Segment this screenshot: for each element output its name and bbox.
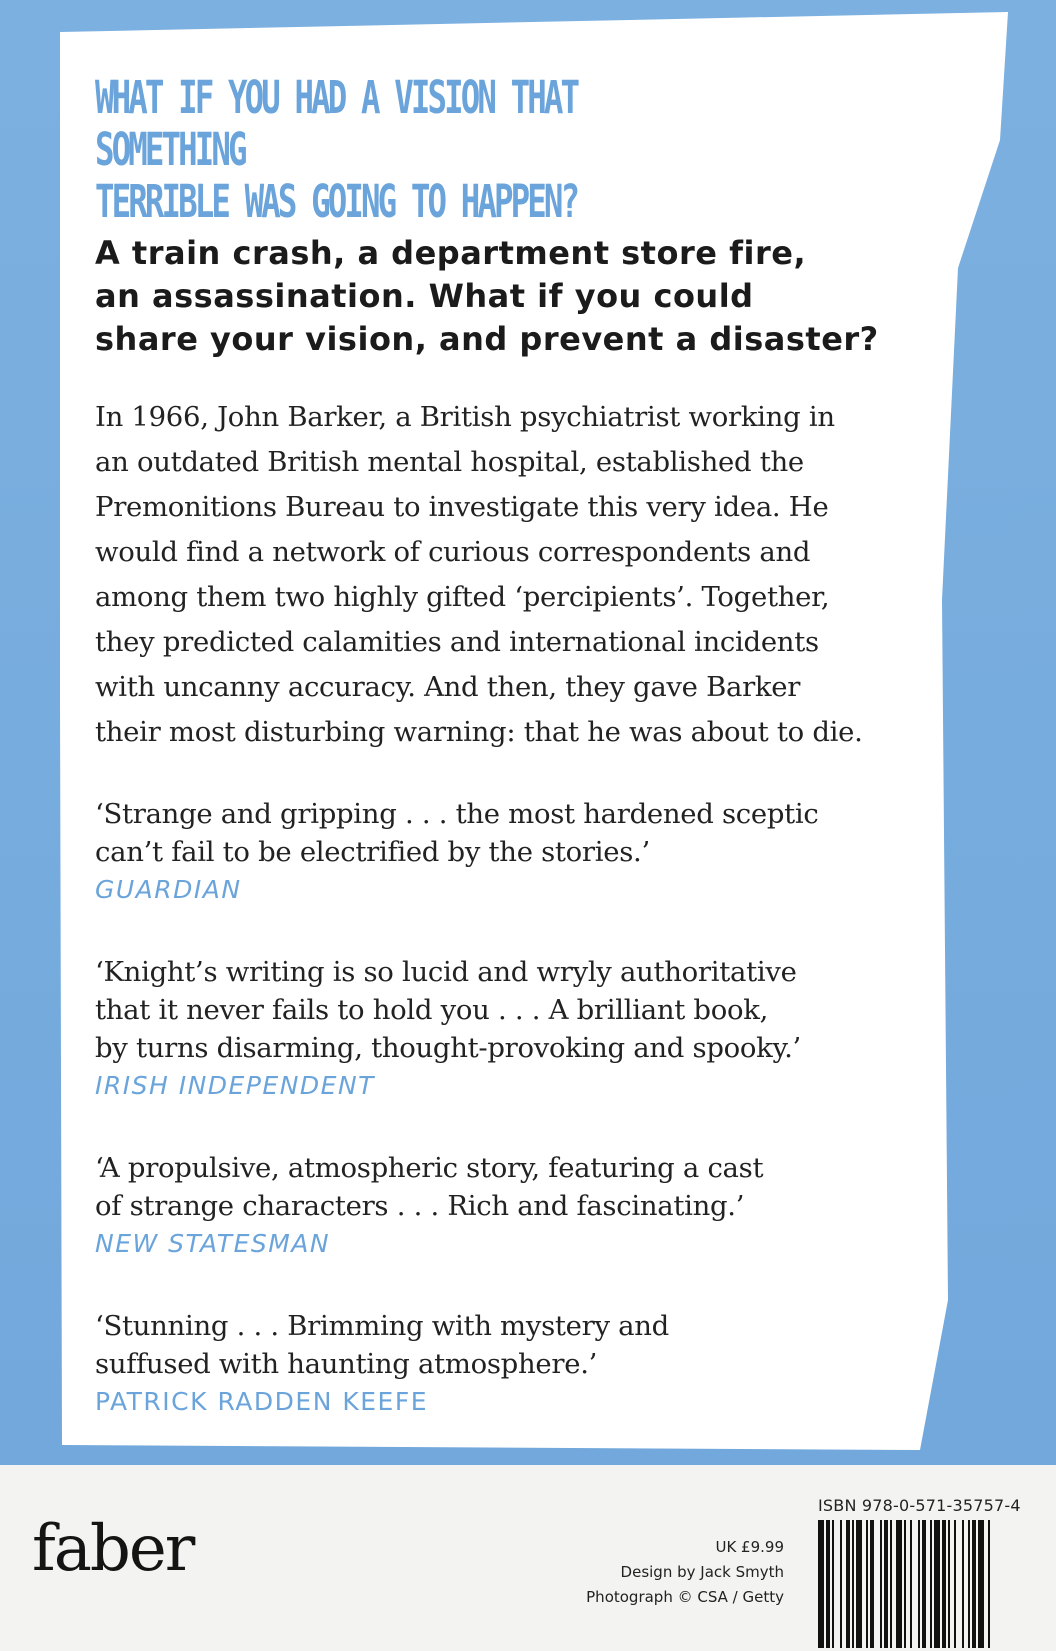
quote-line: suffused with haunting atmosphere.’: [95, 1348, 598, 1380]
barcode-bar: [954, 1520, 956, 1648]
design-credit: Design by Jack Smyth: [620, 1563, 784, 1581]
lede-line: share your vision, and prevent a disaster?: [95, 320, 879, 358]
credits: [484, 1535, 784, 1610]
barcode-bar: [846, 1520, 850, 1648]
barcode-bar: [880, 1520, 882, 1648]
blurb-line: Premonitions Bureau to investigate this very idea. He: [95, 491, 829, 523]
barcode-bar: [930, 1520, 932, 1648]
barcode-bar: [942, 1520, 946, 1648]
barcode-bar: [972, 1520, 976, 1648]
barcode-bar: [852, 1520, 854, 1648]
quote-line: ‘Strange and gripping . . . the most hardened sceptic: [95, 798, 819, 830]
headline-line: TERRIBLE WAS GOING TO HAPPEN?: [95, 175, 578, 228]
headline: [95, 72, 729, 228]
blurb-line: they predicted calamities and international incidents: [95, 626, 819, 658]
quote-line: that it never fails to hold you . . . A brilliant book,: [95, 994, 769, 1026]
blurb: [95, 395, 915, 755]
quote-line: by turns disarming, thought-provoking and spooky.’: [95, 1032, 801, 1064]
quote-line: of strange characters . . . Rich and fascinating.’: [95, 1190, 745, 1222]
lede-line: an assassination. What if you could: [95, 277, 754, 315]
quote-line: ‘Stunning . . . Brimming with mystery and: [95, 1310, 669, 1342]
review-quote-guardian: [95, 795, 915, 907]
blurb-line: In 1966, John Barker, a British psychiatrist working in: [95, 401, 835, 433]
barcode-bar: [988, 1520, 990, 1648]
barcode-bar: [978, 1520, 984, 1648]
quote-source: PATRICK RADDEN KEEFE: [95, 1387, 429, 1416]
review-quote-new-statesman: [95, 1149, 915, 1261]
barcode-bar: [818, 1520, 824, 1648]
headline-line: WHAT IF YOU HAD A VISION THAT SOMETHING: [95, 71, 578, 176]
barcode-bar: [884, 1520, 888, 1648]
review-quote-irish-independent: [95, 953, 915, 1103]
review-quote-patrick-radden-keefe: [95, 1307, 915, 1419]
lede-line: A train crash, a department store fire,: [95, 234, 807, 272]
barcode-bar: [934, 1520, 940, 1648]
quote-source: IRISH INDEPENDENT: [95, 1071, 375, 1100]
barcode-bar: [856, 1520, 862, 1648]
barcode-bar: [866, 1520, 868, 1648]
blurb-line: an outdated British mental hospital, established the: [95, 446, 804, 478]
barcode-bar: [918, 1520, 920, 1648]
isbn: ISBN 978-0-571-35757-4: [818, 1496, 1021, 1515]
quote-line: can’t fail to be electrified by the stories.’: [95, 836, 650, 868]
blurb-line: would find a network of curious correspondents and: [95, 536, 811, 568]
barcode-bar: [832, 1520, 834, 1648]
barcode-bar: [904, 1520, 906, 1648]
barcode-bar: [968, 1520, 970, 1648]
quote-line: ‘A propulsive, atmospheric story, featuring a cast: [95, 1152, 764, 1184]
barcode-bar: [896, 1520, 902, 1648]
barcode-bar: [870, 1520, 874, 1648]
blurb-line: with uncanny accuracy. And then, they gave Barker: [95, 671, 801, 703]
photo-credit: Photograph © CSA / Getty: [586, 1588, 784, 1606]
quote-line: ‘Knight’s writing is so lucid and wryly authoritative: [95, 956, 797, 988]
barcode-bar: [962, 1520, 964, 1648]
barcode-bar: [922, 1520, 926, 1648]
price: UK £9.99: [715, 1538, 784, 1556]
barcode: [818, 1520, 1054, 1648]
publisher-logo: faber: [32, 1512, 194, 1586]
barcode-bar: [948, 1520, 950, 1648]
lede: [95, 232, 915, 361]
blurb-line: among them two highly gifted ‘percipients’. Together,: [95, 581, 830, 613]
quote-source: GUARDIAN: [95, 875, 242, 904]
quote-source: NEW STATESMAN: [95, 1229, 331, 1258]
barcode-bar: [910, 1520, 912, 1648]
barcode-bar: [890, 1520, 892, 1648]
back-cover-copy: [95, 72, 915, 1419]
blurb-line: their most disturbing warning: that he was about to die.: [95, 716, 863, 748]
barcode-bar: [840, 1520, 842, 1648]
barcode-bar: [826, 1520, 830, 1648]
